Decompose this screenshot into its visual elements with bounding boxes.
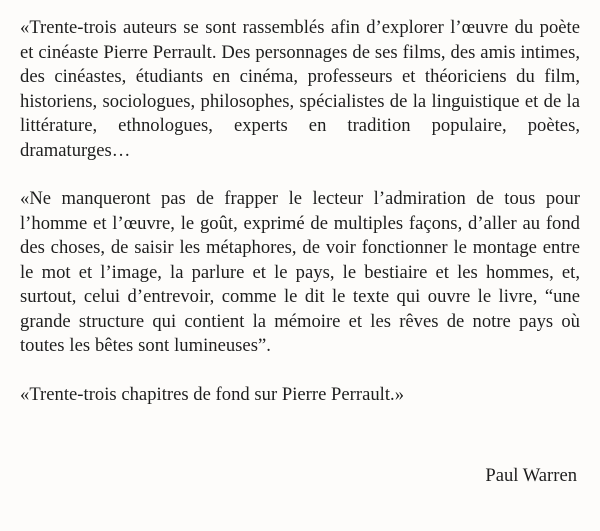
paragraph-quote: «Ne manqueront pas de frapper le lecteur l’admiration de tous pour l’homme et l’œuvre, le goût, exprimé de multiples façons, d’aller au fond des choses, de saisir les métaphores, de voir fonctionner le montage entre le mot et l’image, la parlure et le pays, le bestiaire et les hommes, et, surtout, celui d’entrevoir, comme le dit le texte qui ouvre le livre, “une grande structure qui contient la mémoire et les rêves de notre pays où toutes les bêtes sont lumineuses”. xyxy=(20,188,580,356)
paragraph-conclusion: «Trente-trois chapitres de fond sur Pierre Perrault.» xyxy=(20,383,405,405)
paragraph-intro: «Trente-trois auteurs se sont rassemblés afin d’explorer l’œuvre du poète et cinéaste Pierre Perrault. Des personnages de ses films, des amis intimes, des cinéastes, étudiants en cinéma, professeurs et théoriciens du film, historiens, sociologues, philosophes, spécialistes de la linguistique et de la littérature, ethnologues, experts en tradition populaire, poètes, dramaturges… xyxy=(20,17,580,161)
author-signature: Paul Warren xyxy=(485,465,577,486)
signature-area xyxy=(20,0,577,531)
